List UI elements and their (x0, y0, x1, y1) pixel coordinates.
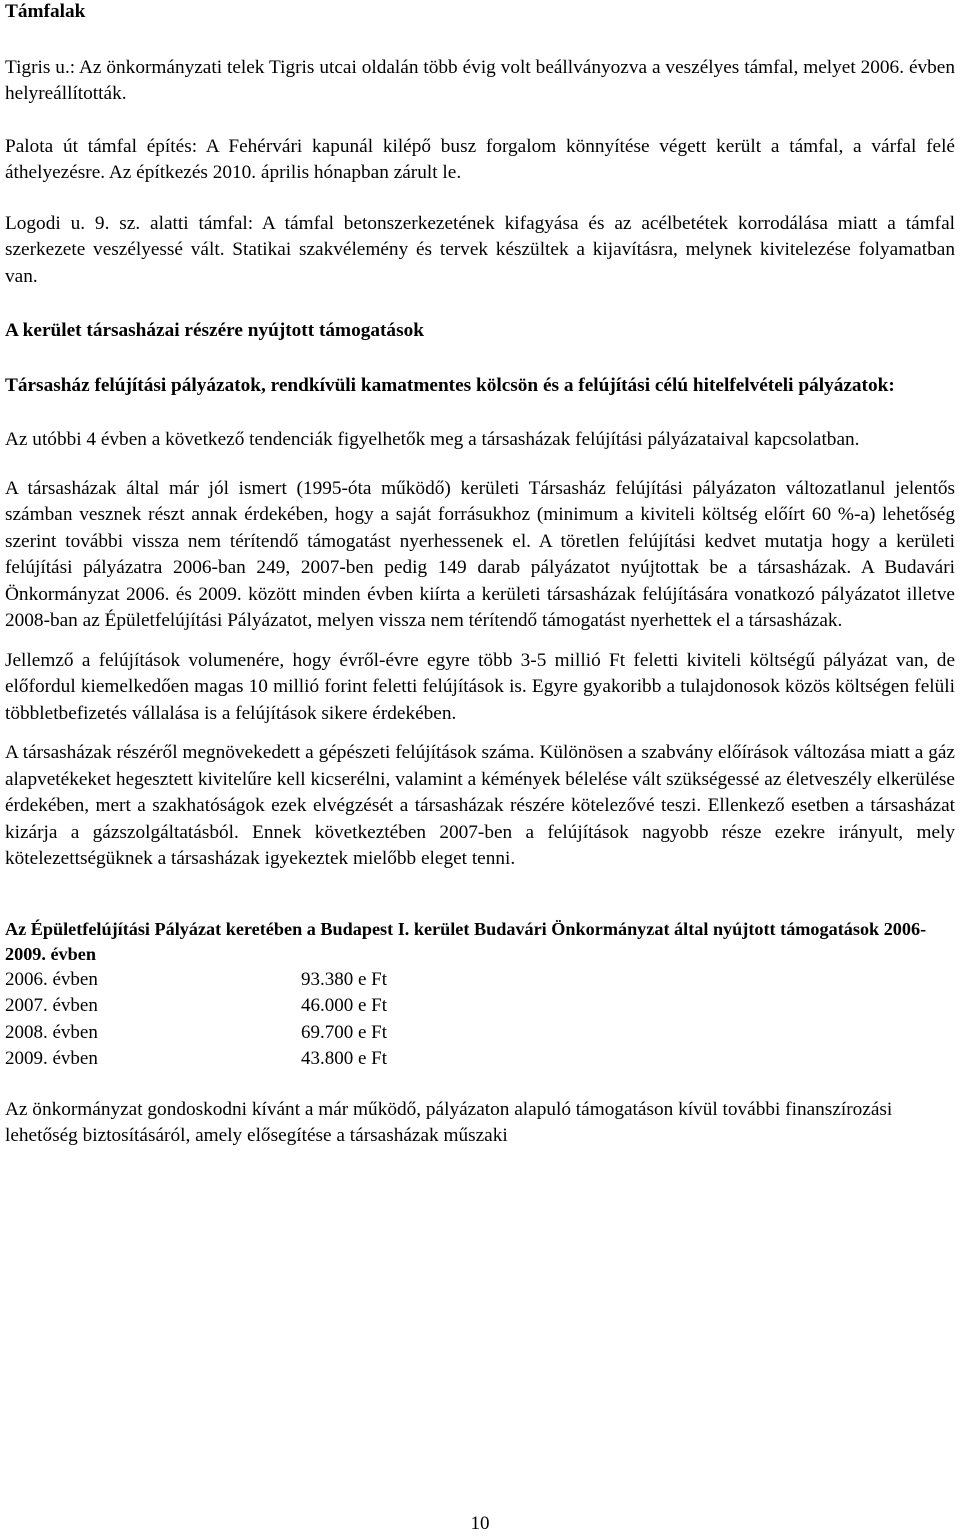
year-amount: 43.800 e Ft (301, 1048, 388, 1069)
list-item (5, 993, 955, 1020)
list-item (5, 967, 955, 994)
table-title: Az Épületfelújítási Pályázat keretében a Budapest I. kerület Budavári Önkormányzat által nyújtott támogatások 2006-2009. évben (5, 918, 927, 964)
paragraph-trends: Az utóbbi 4 évben a következő tendenciák figyelhetők meg a társasházak felújítási pályázataival kapcsolatban. (5, 429, 860, 450)
paragraph-palota: Palota út támfal építés: A Fehérvári kapunál kilépő busz forgalom könnyítése végett került a támfal, a várfal felé áthelyezésre. Az építkezés 2010. április hónapban zárult le. (5, 135, 955, 183)
section-title: Támfalak (5, 1, 86, 22)
paragraph-known-tender: A társasházak által már jól ismert (1995-óta működő) kerületi Társasház felújítási pályázaton változatlanul jelentős számban vesznek részt annak érdekében, hogy a saját forrásukhoz (minimum a kiviteli költség előírt 60 %-a) lehetőség szerint további vissza nem térítendő támogatást nyerhessenek el. A töretlen felújítási kedvet mutatja hogy a kerületi felújítási pályázatra 2006-ban 249, 2007-ben pedig 149 darab pályázatot nyújtottak be a társasházak. A Budavári Önkormányzat 2006. és 2009. között minden évben kiírta a kerületi társasházak felújítására vonatkozó pályázatot illetve 2008-ban az Épületfelújítási Pályázatot, melyen vissza nem térítendő támogatást nyerhettek el a társasházak. (5, 477, 955, 631)
paragraph-logodi: Logodi u. 9. sz. alatti támfal: A támfal betonszerkezetének kifagyása és az acélbetétek korrodálása miatt a támfal szerkezete veszélyessé vált. Statikai szakvélemény és tervek készültek a kijavításra, melynek kivitelezése folyamatban van. (5, 212, 955, 287)
yearly-support-list (5, 967, 955, 1073)
paragraph-closing: Az önkormányzat gondoskodni kívánt a már működő, pályázaton alapuló támogatáson kívül további finanszírozási lehetőség biztosításáról, amely elősegítése a társasházak műszaki (5, 1098, 893, 1146)
year-label: 2007. évben (5, 995, 98, 1016)
year-label: 2008. évben (5, 1021, 98, 1043)
year-amount: 93.380 e Ft (301, 968, 388, 990)
year-amount: 46.000 e Ft (301, 995, 388, 1016)
heading-tenders: Társasház felújítási pályázatok, rendkívüli kamatmentes kölcsön és a felújítási célú hitelfelvételi pályázatok: (5, 374, 895, 396)
year-label: 2009. évben (5, 1048, 98, 1069)
list-item (5, 1020, 955, 1047)
paragraph-volume: Jellemző a felújítások volumenére, hogy évről-évre egyre több 3-5 millió Ft feletti kiviteli költségű pályázat van, de előfordul kiemelkedően magas 10 millió forint feletti felújítások is. Egyre gyakoribb a tulajdonosok közös költségen felüli többletbefizetés vállalása is a felújítások sikere érdekében. (5, 649, 955, 724)
list-item (5, 1046, 955, 1073)
year-label: 2006. évben (5, 968, 98, 990)
document-page (5, 0, 955, 1150)
year-amount: 69.700 e Ft (301, 1021, 388, 1043)
paragraph-mechanical: A társasházak részéről megnövekedett a gépészeti felújítások száma. Különösen a szabvány előírások változása miatt a gáz alapvetékeket hegesztett kivitelűre kell kicserélni, valamint a kémények bélelése vált szükségessé az életveszély elkerülése érdekében, mert a szakhatóságok ezek elvégzését a társasházak részére kötelezővé teszi. Ellenkező esetben a társasházat kizárja a gázszolgáltatásból. Ennek következtében 2007-ben a felújítások nagyobb része ezekre irányult, mely kötelezettségüknek a társasházak igyekeztek mielőbb eleget tenni. (5, 742, 955, 869)
paragraph-tigris: Tigris u.: Az önkormányzati telek Tigris utcai oldalán több évig volt beállványozva a veszélyes támfal, melyet 2006. évben helyreállították. (5, 56, 955, 104)
heading-support: A kerület társasházai részére nyújtott támogatások (5, 320, 424, 341)
page-number: 10 (470, 1513, 490, 1534)
